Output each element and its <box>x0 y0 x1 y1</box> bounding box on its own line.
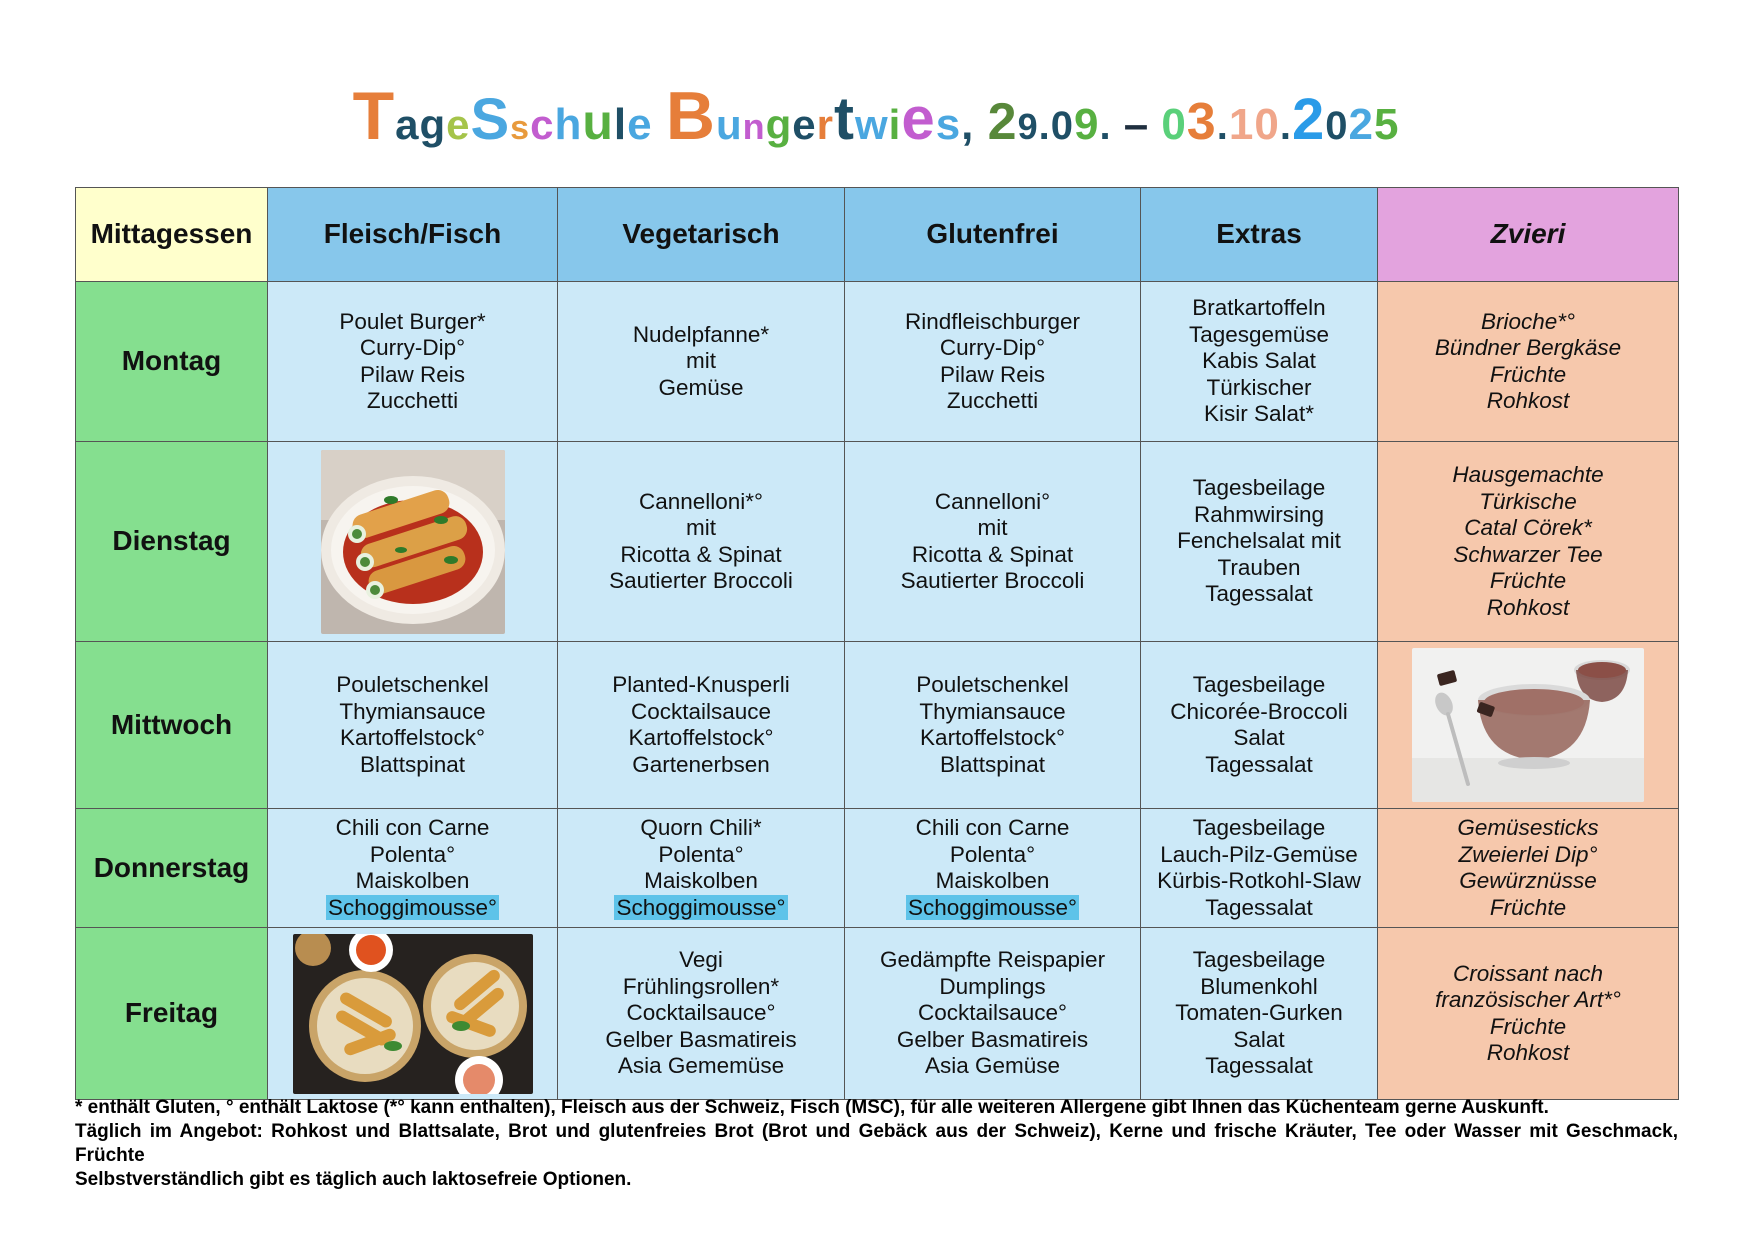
menu-line: Türkische <box>1479 488 1577 514</box>
menu-line: Tagesgemüse <box>1188 321 1330 347</box>
menu-line: Rohkost <box>1486 1040 1570 1065</box>
menu-line: Rohkost <box>1486 594 1570 620</box>
menu-line: Maiskolben <box>644 868 758 893</box>
title-letter: h <box>554 100 583 149</box>
menu-line: Blattspinat <box>359 751 466 777</box>
menu-line: Kartoffelstock° <box>628 725 774 750</box>
day-label: Montag <box>76 282 268 442</box>
menu-line: Salat <box>1233 725 1285 750</box>
menu-line: Cannelloni° <box>934 488 1051 514</box>
menu-line-highlighted <box>268 895 557 922</box>
dessert-highlight: Schoggimousse° <box>616 894 786 920</box>
title-letter: 5 <box>1373 100 1400 149</box>
title-letter: 1 <box>1228 100 1255 149</box>
menu-line: mit <box>686 515 716 540</box>
menu-line-highlighted <box>558 895 844 922</box>
menu-line: Cocktailsauce° <box>917 1000 1068 1026</box>
menu-line: Kabis Salat <box>1202 348 1316 374</box>
title-letter: u <box>715 101 743 148</box>
glutenfrei-cell <box>845 642 1141 809</box>
title-letter: B <box>665 78 716 154</box>
menu-line: Hausgemachte <box>1452 462 1604 487</box>
menu-line: Polenta° <box>369 841 456 867</box>
chocolate-mousse-photo <box>1412 648 1644 802</box>
menu-line: Gewürznüsse <box>1459 868 1597 893</box>
menu-line: Pilaw Reis <box>359 361 466 387</box>
menu-line: Chili con Carne <box>335 815 490 840</box>
menu-line: Zucchetti <box>946 388 1039 413</box>
menu-line: Kartoffelstock° <box>920 725 1065 750</box>
menu-line: Früchte <box>1489 894 1567 920</box>
title-letter: a <box>395 101 420 148</box>
dessert-highlight: Schoggimousse° <box>327 894 498 920</box>
menu-line: Rindfleischburger <box>904 308 1081 334</box>
menu-line: Kisir Salat* <box>1203 401 1315 427</box>
fleisch-cell <box>268 282 558 442</box>
menu-line: Maiskolben <box>355 868 470 893</box>
title-letter: 0 <box>1050 104 1074 148</box>
row-dienstag <box>76 442 1679 642</box>
title-letter <box>974 103 987 147</box>
menu-line: mit <box>686 348 716 374</box>
extras-cell <box>1141 282 1378 442</box>
lactose-free-note: Selbstverständlich gibt es täglich auch laktosefreie Optionen. <box>75 1169 632 1190</box>
menu-line: Blattspinat <box>939 751 1046 777</box>
header-zvieri: Zvieri <box>1378 188 1679 282</box>
dessert-highlight: Schoggimousse° <box>907 894 1078 920</box>
menu-line: Rohkost <box>1486 388 1570 413</box>
header-vegetarisch: Vegetarisch <box>558 188 845 282</box>
title-letter: . <box>1099 104 1112 148</box>
title-letter: w <box>854 101 889 148</box>
menu-line: Tagessalat <box>1205 581 1313 607</box>
menu-line: Pilaw Reis <box>939 361 1046 387</box>
menu-line: Sautierter Broccoli <box>609 568 793 593</box>
title-letter: S <box>470 87 511 152</box>
title-letter: T <box>352 78 396 154</box>
title-letter: s <box>935 100 962 149</box>
menu-line: Früchte <box>1489 568 1567 593</box>
title-letter: e <box>901 85 936 152</box>
menu-line: Tagessalat <box>1205 894 1313 920</box>
title-letter: 0 <box>1161 100 1187 149</box>
menu-line: Sautierter Broccoli <box>900 568 1085 593</box>
menu-line: Gedämpfte Reispapier <box>879 947 1106 973</box>
row-freitag <box>76 928 1679 1100</box>
veg-cell <box>558 928 845 1100</box>
menu-line: Pouletschenkel <box>916 672 1069 697</box>
menu-line: Croissant nach <box>1452 960 1604 986</box>
menu-line: Gemüse <box>658 374 744 400</box>
header-row <box>76 188 1679 282</box>
menu-line: Thymiansauce <box>339 698 486 724</box>
zvieri-cell <box>1378 642 1679 809</box>
menu-line: Asia Gemüse <box>924 1053 1061 1079</box>
menu-line: Tagesbeilage <box>1192 815 1326 840</box>
menu-line: Zucchetti <box>366 388 459 413</box>
menu-line: Kartoffelstock° <box>340 725 485 750</box>
page-title <box>0 78 1752 154</box>
title-letter: . <box>1216 104 1229 148</box>
spring-rolls-photo <box>293 934 533 1094</box>
menu-line: Tagessalat <box>1205 1053 1313 1079</box>
glutenfrei-cell <box>845 442 1141 642</box>
menu-line: Lauch-Pilz-Gemüse <box>1160 841 1358 867</box>
menu-line: Tagessalat <box>1205 751 1313 777</box>
veg-cell <box>558 282 845 442</box>
title-letter: . <box>1279 104 1292 148</box>
veg-cell <box>558 442 845 642</box>
title-letter: n <box>742 106 766 147</box>
header-mittagessen: Mittagessen <box>76 188 268 282</box>
title-letter: l <box>613 100 628 149</box>
daily-offer-note: Täglich im Angebot: Rohkost und Blattsalate, Brot und glutenfreies Brot (Brot und Gebäck aus der Schweiz), Kerne und frische Kräuter, Tee oder Wasser mit Geschmack, Früchte <box>75 1121 1678 1166</box>
cannelloni-photo <box>321 450 505 634</box>
title-letter: 3 <box>1186 93 1217 151</box>
title-letter: i <box>888 101 902 148</box>
title-letter: c <box>530 101 555 148</box>
title-letter: r <box>816 101 834 148</box>
menu-line: Tagesbeilage <box>1192 475 1326 501</box>
title-letter: 0 <box>1254 100 1280 149</box>
title-letter: s <box>510 109 531 147</box>
menu-line: Poulet Burger* <box>339 308 486 334</box>
glutenfrei-cell <box>845 809 1141 928</box>
menu-line: Catal Cörek* <box>1464 515 1592 540</box>
row-montag <box>76 282 1679 442</box>
menu-line: Nudelpfanne* <box>632 321 770 347</box>
menu-line: mit <box>977 515 1008 540</box>
header-fleisch-fisch: Fleisch/Fisch <box>268 188 558 282</box>
day-label: Dienstag <box>76 442 268 642</box>
menu-line: Polenta° <box>949 841 1036 867</box>
menu-line: Trauben <box>1217 554 1301 580</box>
fleisch-cell <box>268 809 558 928</box>
menu-line-highlighted <box>845 895 1140 922</box>
header-glutenfrei: Glutenfrei <box>845 188 1141 282</box>
zvieri-cell <box>1378 928 1679 1100</box>
menu-line: Cocktailsauce <box>630 698 772 724</box>
menu-line: Asia Gememüse <box>617 1053 785 1079</box>
extras-cell <box>1141 928 1378 1100</box>
menu-line: Bratkartoffeln <box>1192 295 1326 321</box>
menu-line: Gemüsesticks <box>1457 815 1599 840</box>
menu-line: Brioche*° <box>1480 308 1576 334</box>
title-letter: , <box>961 100 975 149</box>
row-donnerstag <box>76 809 1679 928</box>
menu-line: Cocktailsauce° <box>626 1000 776 1026</box>
menu-line: Früchte <box>1489 361 1567 387</box>
title-letter <box>1149 106 1161 146</box>
footnotes <box>75 1096 1678 1192</box>
title-letter: t <box>833 85 855 152</box>
menu-line: Salat <box>1233 1026 1285 1052</box>
menu-line: Polenta° <box>658 841 744 867</box>
menu-line: Thymiansauce <box>919 698 1066 724</box>
zvieri-cell <box>1378 809 1679 928</box>
title-letter: e <box>446 101 471 148</box>
title-letter: e <box>792 101 817 148</box>
menu-line: Dumplings <box>939 973 1046 999</box>
menu-line: Blumenkohl <box>1200 973 1318 999</box>
menu-line: Fenchelsalat mit <box>1177 528 1341 554</box>
day-label: Freitag <box>76 928 268 1100</box>
menu-line: Curry-Dip° <box>359 335 466 360</box>
menu-line: Chicorée-Broccoli <box>1170 698 1348 724</box>
day-label: Donnerstag <box>76 809 268 928</box>
title-letter <box>653 103 666 147</box>
extras-cell <box>1141 809 1378 928</box>
veg-cell <box>558 642 845 809</box>
title-letter: 9 <box>1073 100 1100 149</box>
fleisch-cell <box>268 442 558 642</box>
menu-line: französischer Art*° <box>1435 987 1621 1012</box>
title-letter: 2 <box>1291 87 1326 152</box>
glutenfrei-cell <box>845 928 1141 1100</box>
menu-line: Curry-Dip° <box>939 335 1046 360</box>
menu-line: Frühlingsrollen* <box>622 973 780 999</box>
title-letter: u <box>582 94 614 150</box>
menu-line: Rahmwirsing <box>1193 501 1325 527</box>
header-extras: Extras <box>1141 188 1378 282</box>
title-letter: 2 <box>987 93 1018 151</box>
menu-line: Chili con Carne <box>915 815 1070 840</box>
menu-line: Zweierlei Dip° <box>1458 841 1598 867</box>
title-letter: 0 <box>1325 104 1349 148</box>
menu-line: Gelber Basmatireis <box>605 1026 797 1052</box>
menu-line: Vegi <box>679 947 723 973</box>
title-letter: e <box>627 100 653 149</box>
title-letter: 2 <box>1348 100 1374 149</box>
day-label: Mittwoch <box>76 642 268 809</box>
menu-line: Tomaten-Gurken <box>1175 1000 1343 1026</box>
menu-line: Maiskolben <box>935 868 1050 893</box>
menu-line: Tagesbeilage <box>1192 947 1326 973</box>
menu-line: Ricotta & Spinat <box>620 541 782 567</box>
menu-line: Pouletschenkel <box>336 672 489 697</box>
fleisch-cell <box>268 928 558 1100</box>
menu-table <box>75 187 1679 1100</box>
extras-cell <box>1141 442 1378 642</box>
title-letter: . <box>1038 104 1051 148</box>
menu-line: Schwarzer Tee <box>1453 541 1603 567</box>
menu-line: Quorn Chili* <box>640 815 762 840</box>
title-letter: g <box>765 101 793 148</box>
row-mittwoch <box>76 642 1679 809</box>
menu-line: Planted-Knusperli <box>612 672 790 697</box>
zvieri-cell <box>1378 442 1679 642</box>
extras-cell <box>1141 642 1378 809</box>
menu-line: Tagesbeilage <box>1192 672 1326 697</box>
title-letter: g <box>419 101 447 148</box>
menu-line: Bündner Bergkäse <box>1434 335 1622 360</box>
menu-line: Gartenerbsen <box>632 751 770 777</box>
menu-line: Türkischer <box>1206 374 1312 400</box>
menu-line: Kürbis-Rotkohl-Slaw <box>1157 868 1361 893</box>
glutenfrei-cell <box>845 282 1141 442</box>
menu-line: Cannelloni*° <box>638 488 764 514</box>
title-letter: – <box>1123 100 1150 149</box>
veg-cell <box>558 809 845 928</box>
title-letter <box>1112 106 1124 146</box>
menu-line: Ricotta & Spinat <box>911 541 1074 567</box>
allergen-note: * enthält Gluten, ° enthält Laktose (*° kann enthalten), Fleisch aus der Schweiz, Fisch (MSC), für alle weiteren Allergene gibt Ihnen das Küchenteam gerne Auskunft. <box>75 1097 1549 1118</box>
title-letter: 9 <box>1017 106 1039 147</box>
zvieri-cell <box>1378 282 1679 442</box>
menu-line: Gelber Basmatireis <box>896 1026 1089 1052</box>
fleisch-cell <box>268 642 558 809</box>
menu-line: Früchte <box>1489 1013 1567 1039</box>
